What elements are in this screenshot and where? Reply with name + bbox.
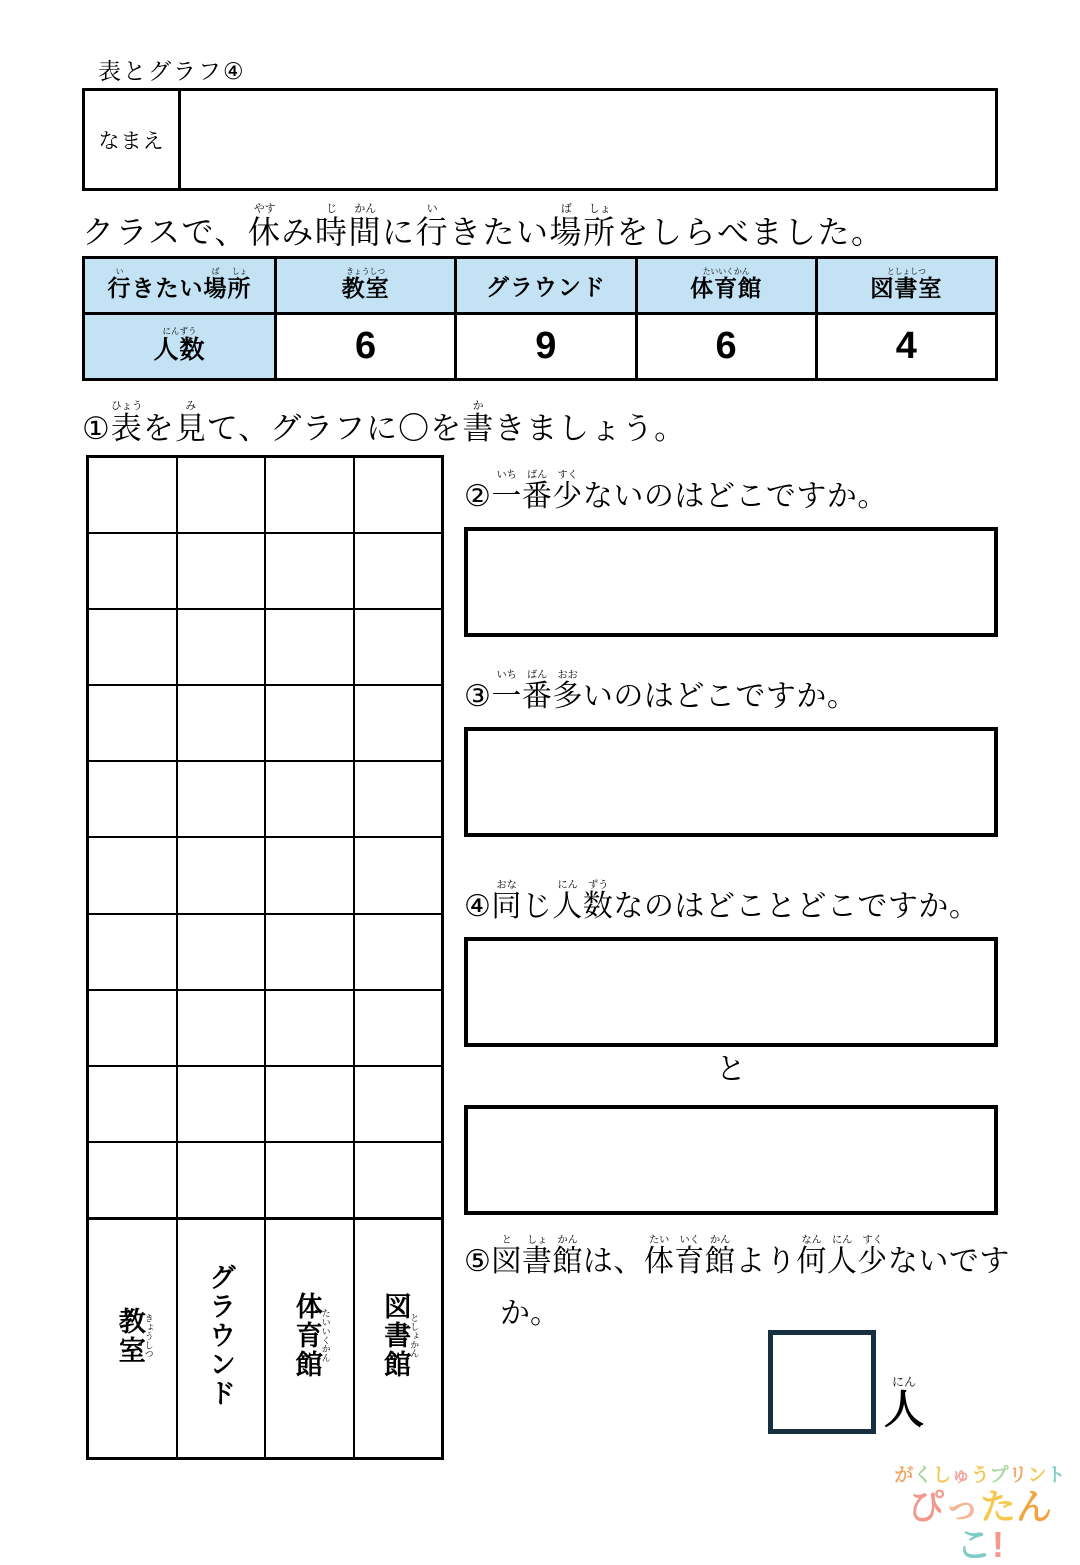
question-5-text-line-2: か。 <box>500 1297 560 1330</box>
table-header-library: 図書室としょしつ <box>816 258 996 314</box>
graph-grid-cell[interactable] <box>89 915 178 989</box>
question-3-answer-box[interactable] <box>464 727 998 837</box>
graph-grid-cell[interactable] <box>266 534 355 608</box>
data-table <box>82 256 998 381</box>
name-input-area[interactable] <box>181 91 995 188</box>
logo-char: た <box>980 1486 1017 1527</box>
graph-grid-cell[interactable] <box>355 610 442 684</box>
logo-char: が <box>894 1465 914 1486</box>
question-2-block <box>464 470 998 637</box>
graph-grid-cell[interactable] <box>89 458 178 532</box>
question-4-block <box>464 880 998 1215</box>
graph-grid-cell[interactable] <box>89 991 178 1065</box>
logo-char: ぴ <box>907 1486 944 1527</box>
graph-grid-cell[interactable] <box>178 610 267 684</box>
logo-char: こ <box>955 1523 992 1565</box>
brand-logo-bottom-text <box>892 1488 1068 1564</box>
table-value-classroom: 6 <box>276 314 456 380</box>
question-5-block <box>464 1235 1010 1332</box>
intro-sentence: クラスで、休やすみ時じ間かんに行いきたい場ば所しょをしらべました。 <box>82 203 885 250</box>
graph-column-labels <box>89 1220 441 1457</box>
graph-grid-row <box>89 686 441 762</box>
logo-char: リ <box>1008 1465 1028 1486</box>
graph-grid-row <box>89 610 441 686</box>
logo-char: ゅ <box>951 1465 971 1486</box>
graph-grid-cell[interactable] <box>178 991 267 1065</box>
question-4-text: ④同おなじ人にん数ずうなのはどことどこですか。 <box>464 880 980 923</box>
logo-char: く <box>913 1465 933 1486</box>
graph-grid-row <box>89 762 441 838</box>
question-4-answer-box-2[interactable] <box>464 1105 998 1215</box>
graph-grid-cell[interactable] <box>355 991 442 1065</box>
table-header-gym: 体育館たいいくかん <box>636 258 816 314</box>
graph-grid-cell[interactable] <box>178 1143 267 1217</box>
graph-grid-cell[interactable] <box>266 838 355 912</box>
graph-grid-cell[interactable] <box>178 458 267 532</box>
graph-grid-row <box>89 534 441 610</box>
graph-grid-row <box>89 838 441 914</box>
graph-grid-row <box>89 991 441 1067</box>
page-title: 表とグラフ④ <box>98 58 246 84</box>
graph-grid-cell[interactable] <box>266 915 355 989</box>
logo-char: し <box>932 1465 952 1486</box>
graph-grid-cell[interactable] <box>89 762 178 836</box>
brand-logo-top-text <box>892 1466 1068 1485</box>
name-label: なまえ <box>85 91 181 188</box>
logo-char: ! <box>992 1523 1004 1565</box>
logo-char: っ <box>943 1486 980 1527</box>
table-value-ground: 9 <box>456 314 636 380</box>
logo-char: プ <box>989 1465 1009 1486</box>
graph-label-classroom: 教室 きょうしつ <box>89 1220 178 1457</box>
graph-grid-cell[interactable] <box>89 534 178 608</box>
table-value-row <box>84 314 997 380</box>
graph-grid-cell[interactable] <box>355 534 442 608</box>
question-5-answer-area <box>768 1330 924 1434</box>
graph-grid-cell[interactable] <box>89 1067 178 1141</box>
graph-grid-cell[interactable] <box>178 534 267 608</box>
graph-grid-cell[interactable] <box>355 1143 442 1217</box>
graph-grid-cell[interactable] <box>355 838 442 912</box>
logo-char: ン <box>1027 1465 1047 1486</box>
table-header-place: 行いきたい場ば所しょ <box>84 258 276 314</box>
logo-char: ん <box>1016 1486 1053 1527</box>
graph-grid-cell[interactable] <box>266 762 355 836</box>
graph-grid-row <box>89 1143 441 1220</box>
graph-label-library: 図書館 としょかん <box>380 1292 420 1379</box>
question-2-answer-box[interactable] <box>464 527 998 637</box>
graph-grid-cell[interactable] <box>89 686 178 760</box>
graph-grid-row <box>89 1067 441 1143</box>
graph-grid-cell[interactable] <box>89 610 178 684</box>
graph-grid-cell[interactable] <box>355 458 442 532</box>
logo-char: う <box>970 1465 990 1486</box>
graph-grid-cell[interactable] <box>89 1143 178 1217</box>
graph-grid-row <box>89 915 441 991</box>
graph-label-gym: 体育館 たいいくかん <box>266 1220 355 1457</box>
question-5-unit-label: 人にん <box>884 1375 924 1432</box>
table-value-gym: 6 <box>636 314 816 380</box>
name-box <box>82 88 998 191</box>
graph-grid-cell[interactable] <box>266 991 355 1065</box>
graph-grid-cell[interactable] <box>266 1067 355 1141</box>
graph-grid-cell[interactable] <box>178 838 267 912</box>
question-5-text-line-1: ⑤図と書しょ館かんは、体たい育いく館かんより何なん人にん少すくないです <box>464 1235 1010 1278</box>
table-value-library: 4 <box>816 314 996 380</box>
question-1-text: ①表ひょうを見みて、グラフに〇を書かきましょう。 <box>82 400 687 446</box>
graph-grid-cell[interactable] <box>266 458 355 532</box>
graph-grid-cell[interactable] <box>355 1067 442 1141</box>
graph-grid-cell[interactable] <box>178 686 267 760</box>
graph-grid-cell[interactable] <box>178 915 267 989</box>
table-header-classroom: 教室きょうしつ <box>276 258 456 314</box>
graph-label-ground: グラウンド <box>178 1220 267 1457</box>
question-4-answer-box-1[interactable] <box>464 937 998 1047</box>
question-3-block <box>464 670 998 837</box>
graph-grid-cell[interactable] <box>266 1143 355 1217</box>
graph-grid-cell[interactable] <box>266 686 355 760</box>
question-2-text: ②一いち番ばん少すくないのはどこですか。 <box>464 470 888 513</box>
graph-grid-rows <box>89 458 441 1220</box>
graph-grid-cell[interactable] <box>355 762 442 836</box>
graph-grid-cell[interactable] <box>355 915 442 989</box>
graph-grid-row <box>89 458 441 534</box>
question-5-answer-box[interactable] <box>768 1330 876 1434</box>
logo-char: ト <box>1046 1465 1066 1486</box>
graph-grid-cell[interactable] <box>355 686 442 760</box>
table-row-label-people: 人数にんずう <box>84 314 276 380</box>
brand-logo <box>892 1466 1068 1564</box>
graph-grid[interactable] <box>86 455 444 1460</box>
question-4-connector: と <box>716 1053 746 1086</box>
graph-grid-cell[interactable] <box>178 1067 267 1141</box>
question-3-text: ③一いち番ばん多おおいのはどこですか。 <box>464 670 858 713</box>
table-header-ground: グラウンド <box>456 258 636 314</box>
graph-grid-cell[interactable] <box>178 762 267 836</box>
graph-grid-cell[interactable] <box>89 838 178 912</box>
table-header-row <box>84 258 997 314</box>
graph-grid-cell[interactable] <box>266 610 355 684</box>
